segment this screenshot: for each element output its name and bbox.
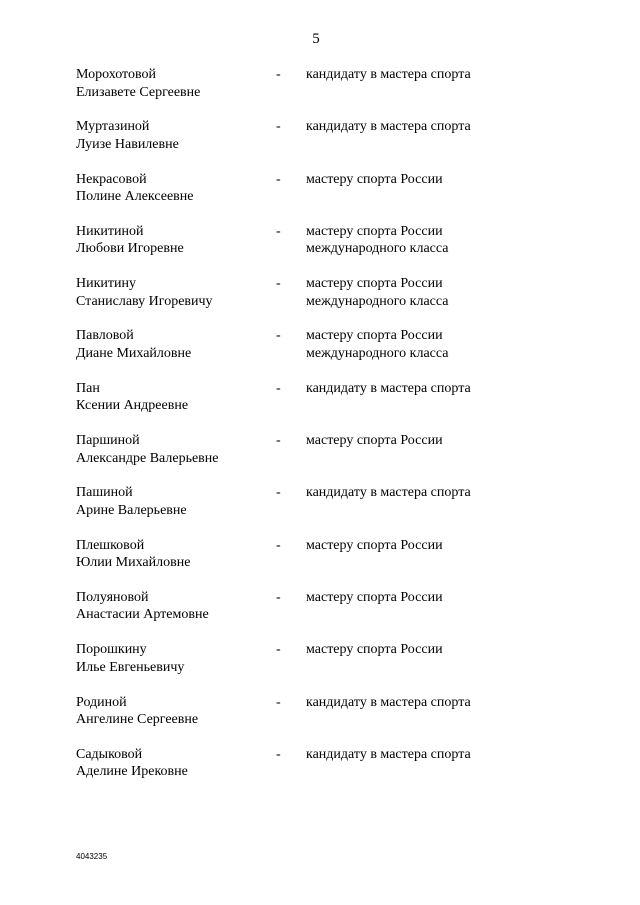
rank-line: международного класса <box>306 345 449 361</box>
person-name <box>76 380 266 415</box>
sport-rank <box>306 432 566 450</box>
sport-rank <box>306 380 566 398</box>
sport-rank <box>306 746 566 764</box>
given-names: Елизавете Сергеевне <box>76 84 201 100</box>
rank-line: мастеру спорта России <box>306 276 443 292</box>
surname: Пан <box>76 380 100 396</box>
surname: Порошкину <box>76 642 147 658</box>
person-name <box>76 223 266 258</box>
rank-line: кандидату в мастера спорта <box>306 380 471 396</box>
person-name <box>76 432 266 467</box>
rank-line: мастеру спорта России <box>306 433 443 449</box>
surname: Никитиной <box>76 223 144 239</box>
list-item <box>76 66 576 118</box>
surname: Родиной <box>76 694 127 710</box>
rank-line: мастеру спорта России <box>306 589 443 605</box>
sport-rank <box>306 118 566 136</box>
given-names: Диане Михайловне <box>76 345 192 361</box>
rank-line: международного класса <box>306 241 449 257</box>
dash-separator: - <box>276 223 281 239</box>
list-item <box>76 380 576 432</box>
given-names: Анастасии Артемовне <box>76 607 209 623</box>
list-item <box>76 118 576 170</box>
rank-line: кандидату в мастера спорта <box>306 694 471 710</box>
dash-separator: - <box>276 171 281 187</box>
given-names: Полине Алексеевне <box>76 189 194 205</box>
list-item <box>76 171 576 223</box>
sport-rank <box>306 694 566 712</box>
surname: Морохотовой <box>76 67 156 82</box>
list-item <box>76 327 576 379</box>
rank-line: кандидату в мастера спорта <box>306 119 471 135</box>
given-names: Ксении Андреевне <box>76 398 189 414</box>
list-item <box>76 223 576 275</box>
given-names: Станиславу Игоревичу <box>76 293 213 309</box>
given-names: Арине Валерьевне <box>76 502 187 518</box>
person-name <box>76 641 266 676</box>
rank-line: международного класса <box>306 293 449 309</box>
page-number: 5 <box>312 31 320 47</box>
given-names: Юлии Михайловне <box>76 555 191 571</box>
rank-line: мастеру спорта России <box>306 328 443 344</box>
person-name <box>76 66 266 101</box>
rank-line: мастеру спорта России <box>306 171 443 187</box>
list-item <box>76 641 576 693</box>
given-names: Ангелине Сергеевне <box>76 712 199 728</box>
list-item <box>76 275 576 327</box>
dash-separator: - <box>276 537 281 553</box>
surname: Полуяновой <box>76 589 149 605</box>
person-name <box>76 275 266 310</box>
surname: Никитину <box>76 276 136 292</box>
list-item <box>76 537 576 589</box>
surname: Плешковой <box>76 537 145 553</box>
dash-separator: - <box>276 485 281 501</box>
surname: Павловой <box>76 328 134 344</box>
surname: Паршиной <box>76 433 140 449</box>
dash-separator: - <box>276 694 281 710</box>
given-names: Любови Игоревне <box>76 241 184 257</box>
rank-line: мастеру спорта России <box>306 537 443 553</box>
dash-separator: - <box>276 433 281 449</box>
sport-rank <box>306 223 566 258</box>
given-names: Илье Евгеньевичу <box>76 659 185 675</box>
sport-rank <box>306 275 566 310</box>
surname: Муртазиной <box>76 119 150 135</box>
sport-rank <box>306 589 566 607</box>
surname: Некрасовой <box>76 171 147 187</box>
list-item <box>76 484 576 536</box>
surname: Пашиной <box>76 485 133 501</box>
dash-separator: - <box>276 328 281 344</box>
dash-separator: - <box>276 276 281 292</box>
sport-rank <box>306 171 566 189</box>
sport-rank <box>306 327 566 362</box>
rank-line: мастеру спорта России <box>306 642 443 658</box>
list-item <box>76 432 576 484</box>
given-names: Луизе Навилевне <box>76 136 179 152</box>
dash-separator: - <box>276 119 281 135</box>
list-item <box>76 589 576 641</box>
award-list <box>76 66 576 798</box>
person-name <box>76 694 266 729</box>
rank-line: кандидату в мастера спорта <box>306 67 471 82</box>
person-name <box>76 327 266 362</box>
dash-separator: - <box>276 746 281 762</box>
list-item <box>76 694 576 746</box>
rank-line: кандидату в мастера спорта <box>306 485 471 501</box>
dash-separator: - <box>276 380 281 396</box>
person-name <box>76 171 266 206</box>
dash-separator: - <box>276 642 281 658</box>
dash-separator: - <box>276 589 281 605</box>
person-name <box>76 484 266 519</box>
given-names: Александре Валерьевне <box>76 450 219 466</box>
document-code: 4043235 <box>76 852 108 861</box>
person-name <box>76 746 266 781</box>
dash-separator: - <box>276 67 281 82</box>
sport-rank <box>306 66 566 84</box>
person-name <box>76 537 266 572</box>
surname: Садыковой <box>76 746 143 762</box>
rank-line: мастеру спорта России <box>306 223 443 239</box>
rank-line: кандидату в мастера спорта <box>306 746 471 762</box>
sport-rank <box>306 484 566 502</box>
person-name <box>76 589 266 624</box>
list-item <box>76 746 576 798</box>
given-names: Аделине Ирековне <box>76 764 188 780</box>
person-name <box>76 118 266 153</box>
sport-rank <box>306 641 566 659</box>
sport-rank <box>306 537 566 555</box>
